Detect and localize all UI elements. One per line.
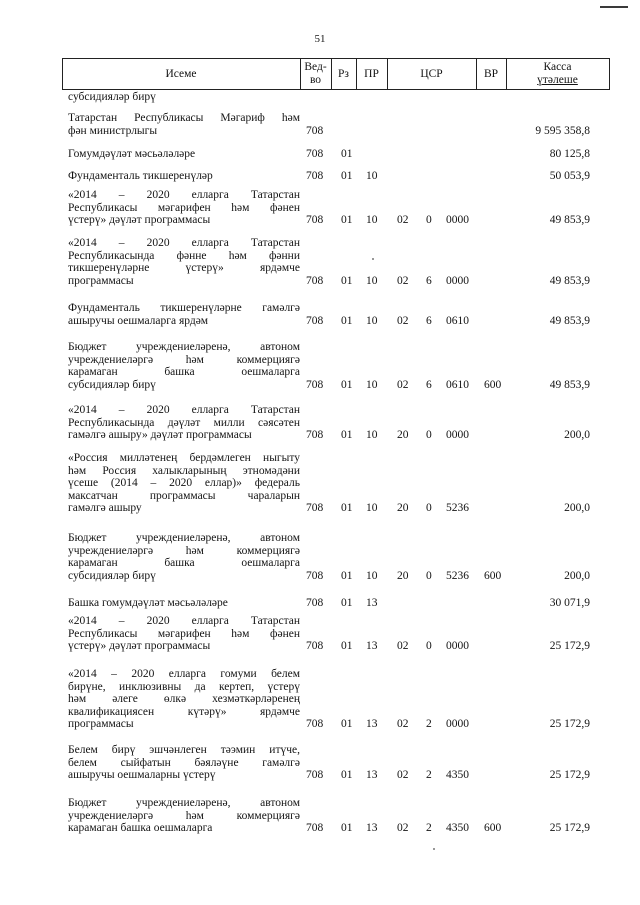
row-csr-program: 20 <box>397 502 409 514</box>
row-pr: 13 <box>366 718 378 730</box>
row-csr-direction: 0000 <box>446 214 469 226</box>
row-pr: 10 <box>366 214 378 226</box>
row-rz: 01 <box>341 822 353 834</box>
row-csr-direction: 0000 <box>446 274 469 287</box>
row-name-line: Башка гомумдәүләт мәсьәләләре <box>68 597 228 609</box>
row-csr-subprogram: 2 <box>426 822 432 834</box>
header-sum <box>506 58 609 90</box>
row-sum: 200,0 <box>564 569 590 582</box>
row-name <box>68 170 300 183</box>
row-name-line: Бюджет учреждениеләренә, автоном <box>68 532 300 544</box>
row-rz: 01 <box>341 170 353 182</box>
row-csr-program: 02 <box>397 378 409 391</box>
row-csr-program: 02 <box>397 214 409 226</box>
row-pr: 13 <box>366 769 378 781</box>
row-rz: 01 <box>341 378 353 391</box>
header-vedo <box>300 58 331 90</box>
row-vedo: 708 <box>306 274 324 287</box>
row-sum: 30 071,9 <box>549 597 590 609</box>
row-name <box>68 112 300 137</box>
row-name-line: Республикасы мәгарифен һәм фәнен <box>68 627 300 640</box>
row-name-line: карамаган башка оешмаларга <box>68 822 213 834</box>
row-csr-subprogram: 0 <box>426 502 432 514</box>
row-name-line: Гомумдәүләт мәсьәләләре <box>68 148 196 160</box>
header-sum-line1: Касса <box>543 61 572 73</box>
row-name-line: үстерү» дәүләт программасы <box>68 214 211 226</box>
row-csr-subprogram: 0 <box>426 429 432 441</box>
row-name-line: Фундаменталь тикшеренүләр <box>68 170 213 182</box>
row-name-line: гамәлгә ашыру» дәүләт программасы <box>68 429 252 441</box>
row-name <box>68 91 300 104</box>
row-name-line: квалификациясен күтәрү» ярдәмче <box>68 705 300 718</box>
row-csr-subprogram: 6 <box>426 274 432 287</box>
row-pr: 10 <box>366 429 378 441</box>
row-rz: 01 <box>341 569 353 582</box>
row-csr-direction: 0000 <box>446 429 469 441</box>
row-csr-direction: 0610 <box>446 314 469 327</box>
row-csr-program: 02 <box>397 314 409 327</box>
row-name-line: учреждениеләргә һәм коммерциягә <box>68 809 300 822</box>
row-csr-program: 02 <box>397 718 409 730</box>
row-vr: 600 <box>484 569 502 582</box>
scan-speck <box>433 848 435 850</box>
row-name <box>68 237 300 287</box>
row-name-line: «Россия милләтенең бердәмлеген ныгыту <box>68 452 300 464</box>
row-csr-program: 02 <box>397 640 409 652</box>
row-vedo: 708 <box>306 170 324 182</box>
header-name: Исеме <box>165 67 197 80</box>
row-name-line: карамаган башка оешмаларга <box>68 557 300 569</box>
row-vedo: 708 <box>306 124 324 137</box>
row-name-line: һәм әлеге өлкә хезмәткәрләренең <box>68 693 300 705</box>
row-sum: 49 853,9 <box>549 214 590 226</box>
row-rz: 01 <box>341 214 353 226</box>
row-name <box>68 597 300 610</box>
row-csr-subprogram: 2 <box>426 718 432 730</box>
row-rz: 01 <box>341 769 353 781</box>
header-vedo-line2: во <box>309 74 322 86</box>
row-name-line: субсидияләр бирү <box>68 91 156 103</box>
row-name <box>68 302 300 327</box>
row-rz: 01 <box>341 502 353 514</box>
row-csr-direction: 5236 <box>446 502 469 514</box>
row-name <box>68 404 300 442</box>
row-name-line: «2014 – 2020 елларга Татарстан <box>68 404 300 416</box>
row-rz: 01 <box>341 274 353 287</box>
row-csr-subprogram: 6 <box>426 378 432 391</box>
row-vedo: 708 <box>306 769 324 781</box>
row-name-line: Бюджет учреждениеләренә, автоном <box>68 797 300 809</box>
row-csr-direction: 5236 <box>446 569 469 582</box>
row-name-line: карамаган башка оешмаларга <box>68 366 300 378</box>
row-rz: 01 <box>341 640 353 652</box>
row-name <box>68 148 300 161</box>
row-csr-program: 02 <box>397 822 409 834</box>
row-name-line: гамәлгә ашыру <box>68 502 142 514</box>
row-csr-direction: 0610 <box>446 378 469 391</box>
header-sum-line2: үтәлеше <box>537 74 578 86</box>
row-name-line: тикшеренүләрне үстерү» ярдәмче <box>68 262 300 274</box>
row-vr: 600 <box>484 822 502 834</box>
row-vedo: 708 <box>306 718 324 730</box>
header-pr: ПР <box>364 67 379 80</box>
row-name <box>68 452 300 515</box>
row-name-line: ашыручы оешмаларны үстерү <box>68 769 216 781</box>
row-sum: 25 172,9 <box>549 718 590 730</box>
row-vedo: 708 <box>306 822 324 834</box>
row-rz: 01 <box>341 718 353 730</box>
row-name <box>68 615 300 653</box>
row-name-line: «2014 – 2020 елларга Татарстан <box>68 189 300 201</box>
row-vedo: 708 <box>306 429 324 441</box>
row-name-line: программасы <box>68 274 134 287</box>
row-name-line: «2014 – 2020 елларга Татарстан <box>68 615 300 627</box>
header-csr: ЦСР <box>420 67 443 80</box>
row-pr: 10 <box>366 378 378 391</box>
row-sum: 25 172,9 <box>549 822 590 834</box>
row-name-line: Бюджет учреждениеләренә, автоном <box>68 341 300 353</box>
row-sum: 50 053,9 <box>549 170 590 182</box>
row-name <box>68 797 300 835</box>
row-csr-program: 02 <box>397 274 409 287</box>
row-rz: 01 <box>341 314 353 327</box>
row-name <box>68 668 300 731</box>
row-name-line: һәм Россия халыкларының этномәдәни <box>68 464 300 477</box>
row-pr: 13 <box>366 822 378 834</box>
row-csr-direction: 0000 <box>446 718 469 730</box>
row-sum: 9 595 358,8 <box>535 124 590 137</box>
row-csr-program: 02 <box>397 769 409 781</box>
row-sum: 80 125,8 <box>549 148 590 160</box>
row-csr-direction: 4350 <box>446 822 469 834</box>
row-pr: 10 <box>366 274 378 287</box>
row-name-line: Республикасы мәгарифен һәм фәнен <box>68 201 300 214</box>
row-vedo: 708 <box>306 314 324 327</box>
row-csr-direction: 0000 <box>446 640 469 652</box>
row-sum: 49 853,9 <box>549 314 590 327</box>
row-name-line: субсидияләр бирү <box>68 569 156 582</box>
row-pr: 10 <box>366 314 378 327</box>
row-csr-subprogram: 0 <box>426 214 432 226</box>
row-name <box>68 744 300 782</box>
scan-speck <box>372 258 374 260</box>
row-name-line: «2014 – 2020 елларга Татарстан <box>68 237 300 249</box>
row-name-line: Республикасында дәүләт милли сәясәтен <box>68 416 300 429</box>
row-pr: 10 <box>366 502 378 514</box>
row-name-line: Татарстан Республикасы Мәгариф һәм <box>68 112 300 124</box>
row-sum: 200,0 <box>564 502 590 514</box>
header-rz: Рз <box>338 67 349 80</box>
row-sum: 25 172,9 <box>549 640 590 652</box>
row-rz: 01 <box>341 597 353 609</box>
row-vedo: 708 <box>306 597 324 609</box>
row-pr: 10 <box>366 170 378 182</box>
row-csr-subprogram: 2 <box>426 769 432 781</box>
row-pr: 13 <box>366 597 378 609</box>
row-csr-subprogram: 0 <box>426 569 432 582</box>
row-rz: 01 <box>341 429 353 441</box>
row-sum: 25 172,9 <box>549 769 590 781</box>
row-name-line: субсидияләр бирү <box>68 378 156 391</box>
row-vedo: 708 <box>306 378 324 391</box>
row-csr-subprogram: 6 <box>426 314 432 327</box>
row-csr-direction: 4350 <box>446 769 469 781</box>
scan-corner-mark <box>600 6 628 8</box>
row-name-line: бирүне, инклюзивны да кертеп, үстерү <box>68 680 300 693</box>
row-vedo: 708 <box>306 640 324 652</box>
row-sum: 200,0 <box>564 429 590 441</box>
row-csr-program: 20 <box>397 429 409 441</box>
row-name-line: учреждениеләргә һәм коммерциягә <box>68 353 300 366</box>
row-pr: 10 <box>366 569 378 582</box>
row-vr: 600 <box>484 378 502 391</box>
row-pr: 13 <box>366 640 378 652</box>
row-name-line: Фундаменталь тикшеренүләрне гамәлгә <box>68 302 300 314</box>
row-rz: 01 <box>341 148 353 160</box>
row-name-line: максатчан программасы чараларын <box>68 489 300 502</box>
row-csr-subprogram: 0 <box>426 640 432 652</box>
row-vedo: 708 <box>306 502 324 514</box>
row-name-line: «2014 – 2020 елларга гомуми белем <box>68 668 300 680</box>
row-sum: 49 853,9 <box>549 378 590 391</box>
header-vr: ВР <box>483 67 499 80</box>
row-vedo: 708 <box>306 148 324 160</box>
row-sum: 49 853,9 <box>549 274 590 287</box>
row-csr-program: 20 <box>397 569 409 582</box>
row-name-line: Белем бирү эшчәнлеген тәэмин итүче, <box>68 744 300 756</box>
row-vedo: 708 <box>306 214 324 226</box>
row-name-line: үсеше (2014 – 2020 еллар)» федераль <box>68 477 300 489</box>
row-name <box>68 532 300 582</box>
row-name <box>68 341 300 391</box>
row-name-line: фән министрлыгы <box>68 124 158 137</box>
row-name-line: учреждениеләргә һәм коммерциягә <box>68 544 300 557</box>
row-vedo: 708 <box>306 569 324 582</box>
header-vedo-line1: Вед- <box>304 61 327 73</box>
page-number: 51 <box>314 33 326 45</box>
row-name-line: Республикасында фәнне һәм фәнни <box>68 249 300 262</box>
row-name-line: программасы <box>68 718 134 730</box>
row-name-line: белем сыйфатын бәяләүне гамәлгә <box>68 756 300 769</box>
row-name <box>68 189 300 227</box>
row-name-line: үстерү» дәүләт программасы <box>68 640 211 652</box>
row-name-line: ашыручы оешмаларга ярдәм <box>68 314 209 327</box>
